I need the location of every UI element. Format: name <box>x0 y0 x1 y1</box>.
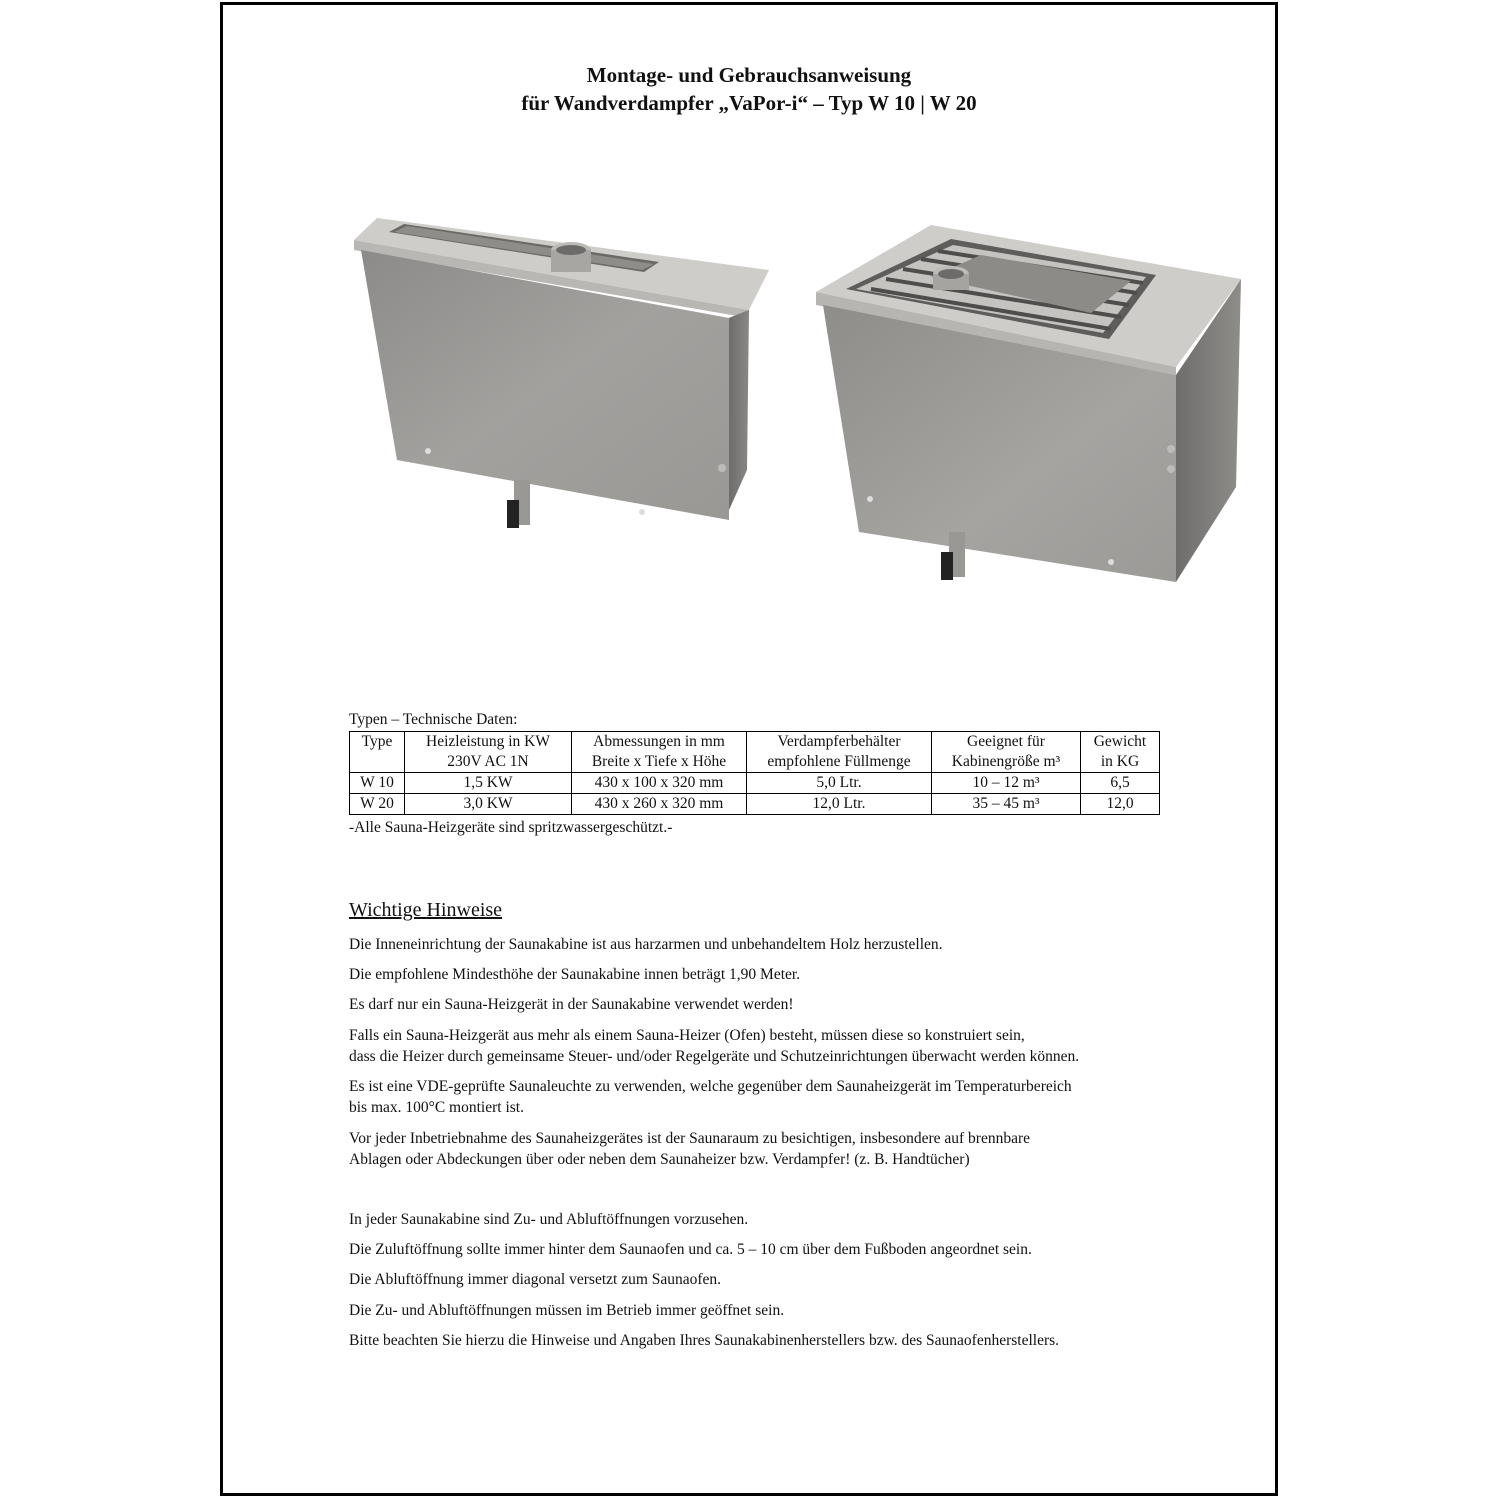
paragraph: Vor jeder Inbetriebnahme des Saunaheizgerätes ist der Saunaraum zu besichtigen, insbesondere auf brennbare Ablagen oder Abdeckungen über oder neben dem Saunaheizer bzw. Verdampfer! (z. B. Handtücher) <box>349 1130 1031 1168</box>
table-row <box>350 773 1160 794</box>
paragraph: In jeder Saunakabine sind Zu- und Abluftöffnungen vorzusehen. <box>349 1211 749 1228</box>
header-cell: Type <box>350 732 405 773</box>
table-caption: Typen – Technische Daten: <box>349 711 518 728</box>
table-cell: 430 x 260 x 320 mm <box>572 794 747 815</box>
table-cell: 1,5 KW <box>405 773 572 794</box>
paragraph: Es darf nur ein Sauna-Heizgerät in der Saunakabine verwendet werden! <box>349 996 794 1013</box>
product-photo-w10 <box>349 210 769 540</box>
product-photo-w20 <box>811 217 1241 587</box>
header-cell: Verdampferbehälter empfohlene Füllmenge <box>747 732 932 773</box>
document-page <box>220 2 1278 1496</box>
paragraph: Die empfohlene Mindesthöhe der Saunakabine innen beträgt 1,90 Meter. <box>349 966 801 983</box>
table-cell: 35 – 45 m³ <box>932 794 1081 815</box>
document-title-line2: für Wandverdampfer „VaPor-i“ – Typ W 10 | W 20 <box>521 91 977 115</box>
paragraph: Die Abluftöffnung immer diagonal versetzt zum Saunaofen. <box>349 1271 722 1288</box>
table-cell: 6,5 <box>1081 773 1160 794</box>
table-cell: 12,0 <box>1081 794 1160 815</box>
paragraph: Es ist eine VDE-geprüfte Saunaleuchte zu verwenden, welche gegenüber dem Saunaheizgerät im Temperaturbereich bis max. 100°C montiert ist. <box>349 1078 1072 1116</box>
table-note: -Alle Sauna-Heizgeräte sind spritzwassergeschützt.- <box>349 819 673 836</box>
paragraph: Die Inneneinrichtung der Saunakabine ist aus harzarmen und unbehandeltem Holz herzustellen. <box>349 936 943 953</box>
header-cell: Abmessungen in mm Breite x Tiefe x Höhe <box>572 732 747 773</box>
header-cell: Geeignet für Kabinengröße m³ <box>932 732 1081 773</box>
table-header-row <box>350 732 1160 773</box>
table-cell: 10 – 12 m³ <box>932 773 1081 794</box>
paragraph: Die Zuluftöffnung sollte immer hinter dem Saunaofen und ca. 5 – 10 cm über dem Fußboden angeordnet sein. <box>349 1241 1032 1258</box>
table-cell: W 10 <box>350 773 405 794</box>
table-row <box>350 794 1160 815</box>
table-cell: 5,0 Ltr. <box>747 773 932 794</box>
header-cell: Gewicht in KG <box>1081 732 1160 773</box>
paragraph: Falls ein Sauna-Heizgerät aus mehr als einem Sauna-Heizer (Ofen) besteht, müssen diese so konstruiert sein, dass die Heizer durch gemeinsame Steuer- und/oder Regelgeräte und Schutzeinrichtungen überwacht werden können. <box>349 1027 1080 1065</box>
table-cell: 430 x 100 x 320 mm <box>572 773 747 794</box>
table-cell: 12,0 Ltr. <box>747 794 932 815</box>
section-title-wichtige-hinweise: Wichtige Hinweise <box>349 899 503 921</box>
paragraph: Die Zu- und Abluftöffnungen müssen im Betrieb immer geöffnet sein. <box>349 1302 785 1319</box>
paragraph: Bitte beachten Sie hierzu die Hinweise und Angaben Ihres Saunakabinenherstellers bzw. des Saunaofenherstellers. <box>349 1332 1060 1349</box>
table-cell: 3,0 KW <box>405 794 572 815</box>
table-cell: W 20 <box>350 794 405 815</box>
document-title-line1: Montage- und Gebrauchsanweisung <box>586 63 912 87</box>
header-cell: Heizleistung in KW 230V AC 1N <box>405 732 572 773</box>
technical-data-table <box>349 731 1160 815</box>
